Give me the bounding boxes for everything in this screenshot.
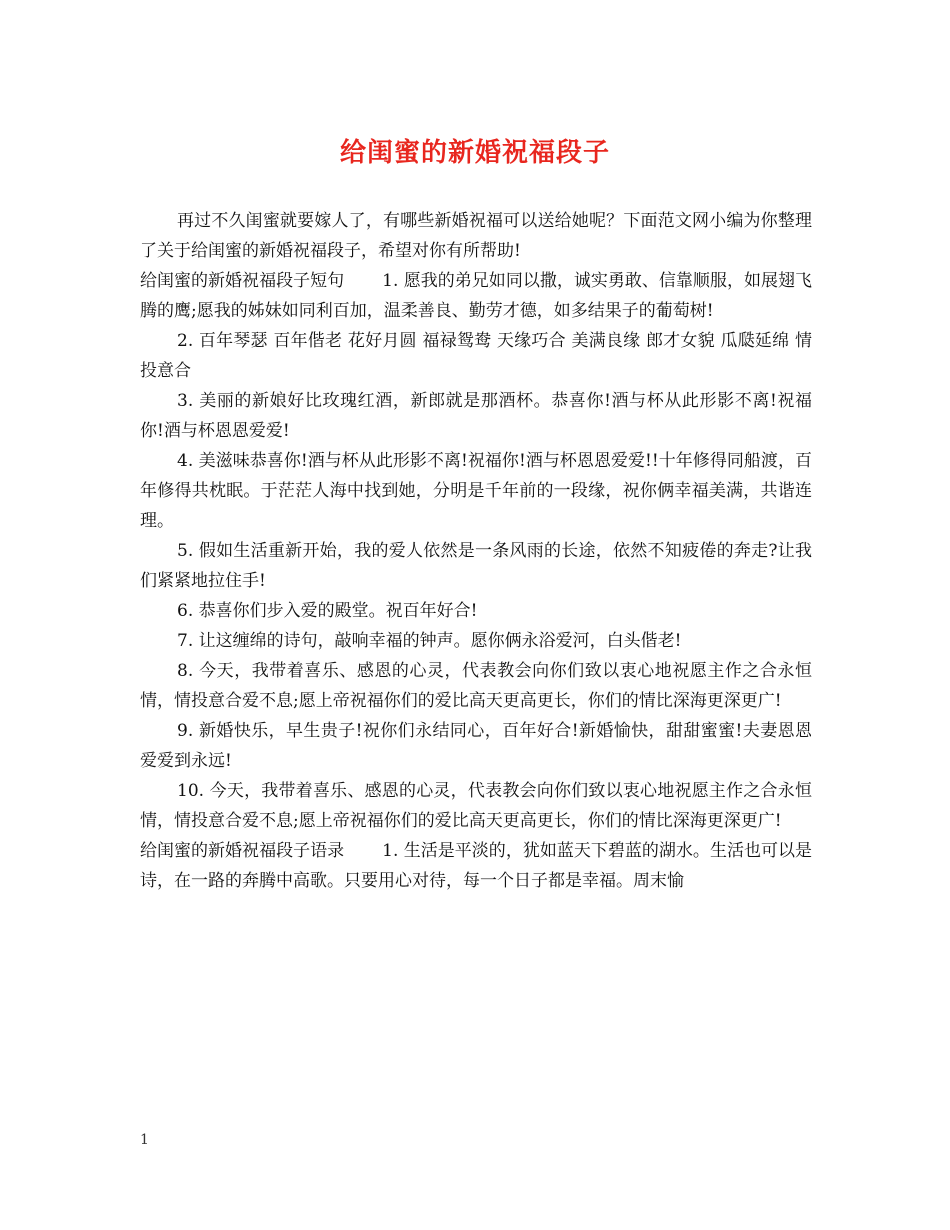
section1-paragraph [140,266,812,326]
list-item: 9. 新婚快乐，早生贵子!祝你们永结同心，百年好合!新婚愉快，甜甜蜜蜜!夫妻恩恩爱爱到永远! [140,721,812,771]
list-item: 2. 百年琴瑟 百年偕老 花好月圆 福禄鸳鸯 天缘巧合 美满良缘 郎才女貌 瓜瓞延绵 情投意合 [140,331,812,381]
document-title: 给闺蜜的新婚祝福段子 [339,138,610,168]
list-item: 10. 今天，我带着喜乐、感恩的心灵，代表教会向你们致以衷心地祝愿主作之合永恒情，情投意合爱不息;愿上帝祝福你们的爱比高天更高更长，你们的情比深海更深更广! [140,781,812,831]
intro-paragraph: 再过不久闺蜜就要嫁人了，有哪些新婚祝福可以送给她呢？下面范文网小编为你整理了关于给闺蜜的新婚祝福段子，希望对你有所帮助! [140,211,812,261]
section2-heading: 给闺蜜的新婚祝福段子语录 [140,841,345,861]
section2-item-1: 1. 生活是平淡的，犹如蓝天下碧蓝的湖水。生活也可以是诗，在一路的奔腾中高歌。只要用心对待，每一个日子都是幸福。周末愉 [140,841,812,891]
list-item: 5. 假如生活重新开始，我的爱人依然是一条风雨的长途，依然不知疲倦的奔走?让我们紧紧地拉住手! [140,541,812,591]
document-body [140,206,812,896]
section1-heading: 给闺蜜的新婚祝福段子短句 [140,271,345,291]
list-item: 3. 美丽的新娘好比玫瑰红酒，新郎就是那酒杯。恭喜你!酒与杯从此形影不离!祝福你!酒与杯恩恩爱爱! [140,391,812,441]
section1-item-1: 1. 愿我的弟兄如同以撒，诚实勇敢、信靠顺服，如展翅飞腾的鹰;愿我的姊妹如同利百加，温柔善良、勤劳才德，如多结果子的葡萄树! [140,271,812,321]
list-item: 6. 恭喜你们步入爱的殿堂。祝百年好合! [177,601,478,621]
list-item: 8. 今天，我带着喜乐、感恩的心灵，代表教会向你们致以衷心地祝愿主作之合永恒情，情投意合爱不息;愿上帝祝福你们的爱比高天更高更长，你们的情比深海更深更广! [140,661,812,711]
list-item: 4. 美滋味恭喜你!酒与杯从此形影不离!祝福你!酒与杯恩恩爱爱!!十年修得同船渡，百年修得共枕眠。于茫茫人海中找到她，分明是千年前的一段缘，祝你俩幸福美满，共谐连理。 [140,451,812,531]
page-number: 1 [140,1132,149,1148]
list-item: 7. 让这缠绵的诗句，敲响幸福的钟声。愿你俩永浴爱河，白头偕老! [177,631,682,651]
section2-paragraph [140,836,812,896]
